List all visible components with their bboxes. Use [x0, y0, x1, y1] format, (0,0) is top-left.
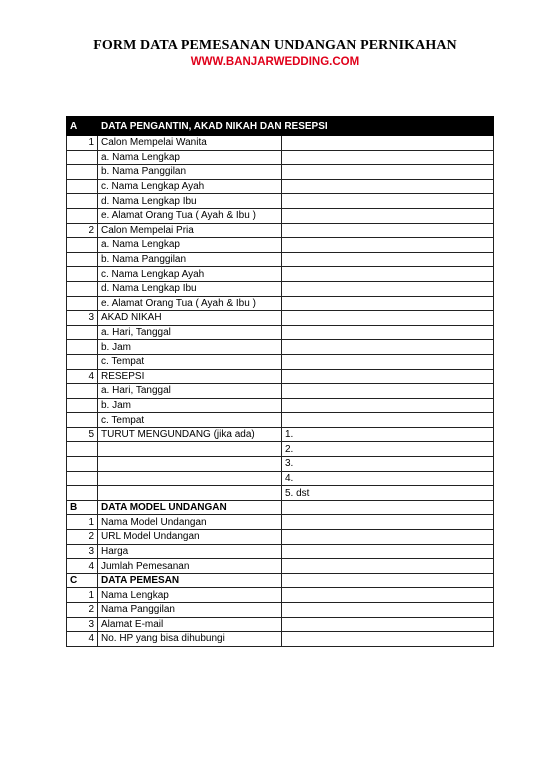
table-row	[67, 136, 494, 151]
row-value-field[interactable]	[282, 515, 494, 530]
row-label: b. Nama Panggilan	[98, 252, 282, 267]
row-value-field[interactable]: 4.	[282, 471, 494, 486]
row-value-field[interactable]	[282, 369, 494, 384]
row-label: a. Hari, Tanggal	[98, 325, 282, 340]
row-number: 1	[67, 588, 98, 603]
row-value-field[interactable]	[282, 179, 494, 194]
section-letter: B	[67, 500, 98, 515]
row-label: a. Nama Lengkap	[98, 150, 282, 165]
table-row	[67, 325, 494, 340]
row-value-field[interactable]	[282, 281, 494, 296]
row-label: c. Tempat	[98, 413, 282, 428]
row-value-field[interactable]	[282, 311, 494, 326]
table-row	[67, 544, 494, 559]
table-row	[67, 208, 494, 223]
table-row	[67, 559, 494, 574]
row-label: URL Model Undangan	[98, 530, 282, 545]
row-label: Nama Model Undangan	[98, 515, 282, 530]
section-letter: A	[67, 117, 98, 136]
row-number: 2	[67, 223, 98, 238]
row-label	[98, 486, 282, 501]
row-value-field[interactable]	[282, 325, 494, 340]
table-row	[67, 340, 494, 355]
row-label: e. Alamat Orang Tua ( Ayah & Ibu )	[98, 296, 282, 311]
row-number: 4	[67, 369, 98, 384]
table-row	[67, 617, 494, 632]
row-number	[67, 486, 98, 501]
row-label: TURUT MENGUNDANG (jika ada)	[98, 427, 282, 442]
row-label: b. Jam	[98, 398, 282, 413]
row-number	[67, 325, 98, 340]
row-number	[67, 150, 98, 165]
row-label: c. Nama Lengkap Ayah	[98, 179, 282, 194]
section-title: DATA PEMESAN	[98, 573, 282, 588]
order-form-table	[66, 116, 494, 647]
row-value-field[interactable]	[282, 413, 494, 428]
row-number	[67, 340, 98, 355]
row-value-field[interactable]	[282, 194, 494, 209]
row-label: d. Nama Lengkap Ibu	[98, 281, 282, 296]
row-value-field[interactable]	[282, 398, 494, 413]
row-number: 3	[67, 544, 98, 559]
row-value-field[interactable]	[282, 340, 494, 355]
row-label: c. Tempat	[98, 354, 282, 369]
row-number: 3	[67, 311, 98, 326]
row-number: 2	[67, 603, 98, 618]
row-number	[67, 384, 98, 399]
table-row	[67, 457, 494, 472]
row-number	[67, 252, 98, 267]
row-label: RESEPSI	[98, 369, 282, 384]
row-number	[67, 442, 98, 457]
section-blank-cell	[282, 573, 494, 588]
row-label	[98, 471, 282, 486]
row-number: 3	[67, 617, 98, 632]
row-number: 2	[67, 530, 98, 545]
row-value-field[interactable]	[282, 223, 494, 238]
table-row	[67, 194, 494, 209]
row-value-field[interactable]	[282, 588, 494, 603]
row-value-field[interactable]	[282, 530, 494, 545]
row-label: Nama Lengkap	[98, 588, 282, 603]
row-label: Alamat E-mail	[98, 617, 282, 632]
table-row	[67, 296, 494, 311]
row-value-field[interactable]	[282, 384, 494, 399]
table-row	[67, 530, 494, 545]
row-label: Nama Panggilan	[98, 603, 282, 618]
table-row	[67, 150, 494, 165]
row-number	[67, 165, 98, 180]
row-label: AKAD NIKAH	[98, 311, 282, 326]
table-row	[67, 267, 494, 282]
row-value-field[interactable]: 1.	[282, 427, 494, 442]
section-title: DATA MODEL UNDANGAN	[98, 500, 282, 515]
table-row	[67, 442, 494, 457]
row-label: e. Alamat Orang Tua ( Ayah & Ibu )	[98, 208, 282, 223]
row-value-field[interactable]	[282, 165, 494, 180]
table-row	[67, 486, 494, 501]
row-number: 4	[67, 632, 98, 647]
row-value-field[interactable]	[282, 544, 494, 559]
table-row	[67, 398, 494, 413]
row-label: a. Nama Lengkap	[98, 238, 282, 253]
row-number: 5	[67, 427, 98, 442]
section-letter: C	[67, 573, 98, 588]
table-row	[67, 223, 494, 238]
section-b-header	[67, 500, 494, 515]
row-value-field[interactable]: 5. dst	[282, 486, 494, 501]
table-row	[67, 603, 494, 618]
row-value-field[interactable]	[282, 603, 494, 618]
table-row	[67, 281, 494, 296]
row-label: No. HP yang bisa dihubungi	[98, 632, 282, 647]
row-number	[67, 413, 98, 428]
row-label: c. Nama Lengkap Ayah	[98, 267, 282, 282]
row-value-field[interactable]	[282, 559, 494, 574]
table-row	[67, 252, 494, 267]
table-row	[67, 471, 494, 486]
row-label: Jumlah Pemesanan	[98, 559, 282, 574]
website-link[interactable]: WWW.BANJARWEDDING.COM	[190, 56, 360, 68]
table-row	[67, 369, 494, 384]
table-row	[67, 515, 494, 530]
table-row	[67, 179, 494, 194]
row-label: b. Jam	[98, 340, 282, 355]
row-label: a. Hari, Tanggal	[98, 384, 282, 399]
row-number	[67, 208, 98, 223]
table-row	[67, 632, 494, 647]
row-number	[67, 354, 98, 369]
row-value-field[interactable]	[282, 632, 494, 647]
row-label: Harga	[98, 544, 282, 559]
row-number	[67, 471, 98, 486]
row-value-field[interactable]	[282, 208, 494, 223]
table-row	[67, 413, 494, 428]
row-value-field[interactable]	[282, 354, 494, 369]
row-label: Calon Mempelai Pria	[98, 223, 282, 238]
table-row	[67, 588, 494, 603]
row-number	[67, 457, 98, 472]
section-blank-cell	[282, 500, 494, 515]
row-number: 1	[67, 515, 98, 530]
table-row	[67, 165, 494, 180]
row-number	[67, 281, 98, 296]
row-value-field[interactable]	[282, 136, 494, 151]
table-row	[67, 238, 494, 253]
table-row	[67, 311, 494, 326]
section-title: DATA PENGANTIN, AKAD NIKAH DAN RESEPSI	[98, 117, 494, 136]
table-row	[67, 384, 494, 399]
row-number	[67, 398, 98, 413]
row-number: 1	[67, 136, 98, 151]
row-value-field[interactable]	[282, 617, 494, 632]
row-value-field[interactable]: 3.	[282, 457, 494, 472]
table-row	[67, 354, 494, 369]
row-label: d. Nama Lengkap Ibu	[98, 194, 282, 209]
page-title: FORM DATA PEMESANAN UNDANGAN PERNIKAHAN	[93, 38, 457, 53]
row-label	[98, 457, 282, 472]
row-number	[67, 194, 98, 209]
row-value-field[interactable]	[282, 150, 494, 165]
row-value-field[interactable]	[282, 238, 494, 253]
table-row	[67, 427, 494, 442]
row-number: 4	[67, 559, 98, 574]
row-number	[67, 296, 98, 311]
row-number	[67, 238, 98, 253]
section-c-header	[67, 573, 494, 588]
row-value-field[interactable]: 2.	[282, 442, 494, 457]
row-number	[67, 267, 98, 282]
row-label: b. Nama Panggilan	[98, 165, 282, 180]
row-value-field[interactable]	[282, 296, 494, 311]
section-a-header	[67, 117, 494, 136]
row-value-field[interactable]	[282, 252, 494, 267]
row-number	[67, 179, 98, 194]
row-value-field[interactable]	[282, 267, 494, 282]
row-label: Calon Mempelai Wanita	[98, 136, 282, 151]
row-label	[98, 442, 282, 457]
order-form-body	[67, 117, 494, 647]
